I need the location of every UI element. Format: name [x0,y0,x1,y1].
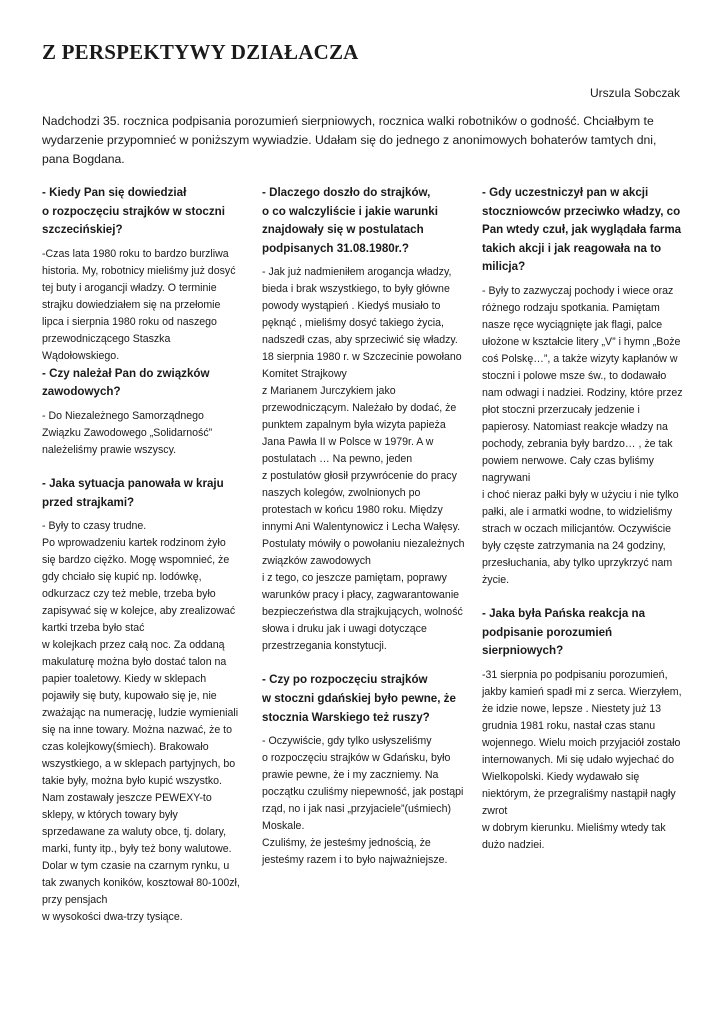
question-heading: - Czy należał Pan do związków zawodowych? [42,366,210,399]
question-heading: - Kiedy Pan się dowiedział o rozpoczęciu strajków w stoczni szczecińskiej? [42,186,225,237]
column-2 [262,184,467,869]
answer-paragraph: - Do Niezależnego Samorządnego Związku Zawodowego „Solidarność” należeliśmy prawie wszyscy. [42,409,213,456]
question-heading: - Jaka sytuacja panowała w kraju przed strajkami? [42,476,224,509]
answer-paragraph: - Były to czasy trudne. Po wprowadzeniu kartek rodzinom żyło się bardzo ciężko. Mogę wspomnieć, że gdy chciało się kupić np. lodówkę, odkurzacz czy też meble, trzeba było zapisywać się w kolejce, aby zrealizować kartki trzeba było stać w kolejkach przez całą noc. Za oddaną makulaturę można było dostać talon na papier toaletowy. Kiedy w sklepach pojawiły się buty, kupowało się je, nie zważając na numerację, ludzie wymieniali się na inne towary. Można nazwać, że to czas kolejkowy(śmiech). Brakowało wszystkiego, a w sklepach partyjnych, bo takie były, można było kupić wszystko. Nam zostawały jeszcze PEWEXY-to sklepy, w których towary były sprzedawane za waluty obce, tj. dolary, marki, funty itp., były też bony walutowe. Dolar w tym czasie na czarnym rynku, u tak zwanych koników, kosztował 80-100zł, przy pensjach w wysokości dwa-trzy tysiące. [42,520,240,924]
intro-paragraph: Nadchodzi 35. rocznica podpisania porozumień sierpniowych, rocznica walki robotników o godność. Chciałbym te wydarzenie przypomnieć w poniższym wywiadzie. Udałam się do jednego z anonimowych bohaterów tamtych dni, pana Bogdana. [42,114,657,167]
page-title: Z PERSPEKTYWY DZIAŁACZA [42,40,359,64]
question-heading: - Dlaczego doszło do strajków, o co walczyliście i jakie warunki znajdowały się w postulatach podpisanych 31.08.1980r.? [262,186,438,255]
answer-paragraph: - Jak już nadmieniłem arogancja władzy, bieda i brak wszystkiego, to były główne powody wystąpień . Kiedyś musiało to pęknąć , mieliśmy dosyć takiego życia, nadszedł czas, aby sprzeciwić się władzy. 18 sierpnia 1980 r. w Szczecinie powołano Komitet Strajkowy z Marianem Jurczykiem jako przewodniczącym. Należało by dodać, że punktem zapalnym była wizyta papieża Jana Pawła II w Polsce w 1979r. A w postulatach … Na pewno, jeden z postulatów głosił przywrócenie do pracy naszych kolegów, zwolnionych po protestach w końcu 1980 roku. Między innymi Ani Walentynowicz i Lecha Wałęsy. Postulaty mówiły o powołaniu niezależnych związków zawodowych i z tego, co jeszcze pamiętam, poprawy warunków pracy i płacy, zagwarantowanie bezpieczeństwa dla strajkujących, wolność słowa i druku jak i uwagi dotyczące przestrzegania konstytucji. [262,266,465,653]
author-name: Urszula Sobczak [589,86,680,100]
column-1 [42,184,242,926]
answer-paragraph: - Oczywiście, gdy tylko usłyszeliśmy o rozpoczęciu strajków w Gdańsku, było prawie pewne, że i my zaczniemy. Na początku czuliśmy niepewność, jak postąpi rząd, no i jak nasi „przyjaciele”(uśmiech) Moskale. Czuliśmy, że jesteśmy jednością, że jesteśmy razem i to było najważniejsze. [262,735,464,867]
answer-paragraph: -Czas lata 1980 roku to bardzo burzliwa historia. My, robotnicy mieliśmy już dosyć tej buty i arogancji władzy. O terminie strajku dowiedziałem się na przełomie lipca i sierpnia 1980 roku od naszego przewodniczącego Staszka Wądołowskiego. [42,247,236,362]
answer-paragraph: - Były to zazwyczaj pochody i wiece oraz różnego rodzaju spotkania. Pamiętam nasze ręce wyciągnięte jak flagi, palce ułożone w kształcie litery „V” i hymn „Boże coś Polskę…”, a także wizyty kapłanów w stoczni i polowe msze św., to dodawało nam odwagi i nadziei. Rodziny, które przez płot stoczni przerzucały jedzenie i papierosy. Natomiast reakcje władzy na pochody, zebrania były bardzo… , że tak powiem nerwowe. Cały czas byliśmy nagrywani i choć nieraz pałki były w użyciu i nie tylko pałki, ale i armatki wodne, to widzieliśmy strach w oczach milicjantów. Oczywiście były częste zatrzymania na 24 godziny, przesłuchania, aby tylko uprzykrzyć nam życie. [482,284,683,586]
question-heading: - Gdy uczestniczył pan w akcji stoczniowców przeciwko władzy, co Pan wtedy czuł, jak wyglądała farma takich akcji i jak reagowała na to milicja? [482,186,682,274]
question-heading: - Jaka była Pańska reakcja na podpisanie porozumień sierpniowych? [482,606,646,658]
question-heading: - Czy po rozpoczęciu strajków w stoczni gdańskiej było pewne, że stocznia Warskiego też ruszy? [262,673,456,724]
answer-paragraph: -31 sierpnia po podpisaniu porozumień, jakby kamień spadł mi z serca. Wierzyłem, że idzie nowe, lepsze . Niestety już 13 grudnia 1981 roku, nastał czas stanu wojennego. Wielu moich przyjaciół zostało internowanych. Mi się udało wyjechać do Wielkopolski. Kiedy wydawało się niektórym, że przegraliśmy nastąpił nagły zwrot w dobrym kierunku. Mieliśmy wtedy tak dużo nadziei. [482,668,682,851]
column-3 [482,184,687,854]
